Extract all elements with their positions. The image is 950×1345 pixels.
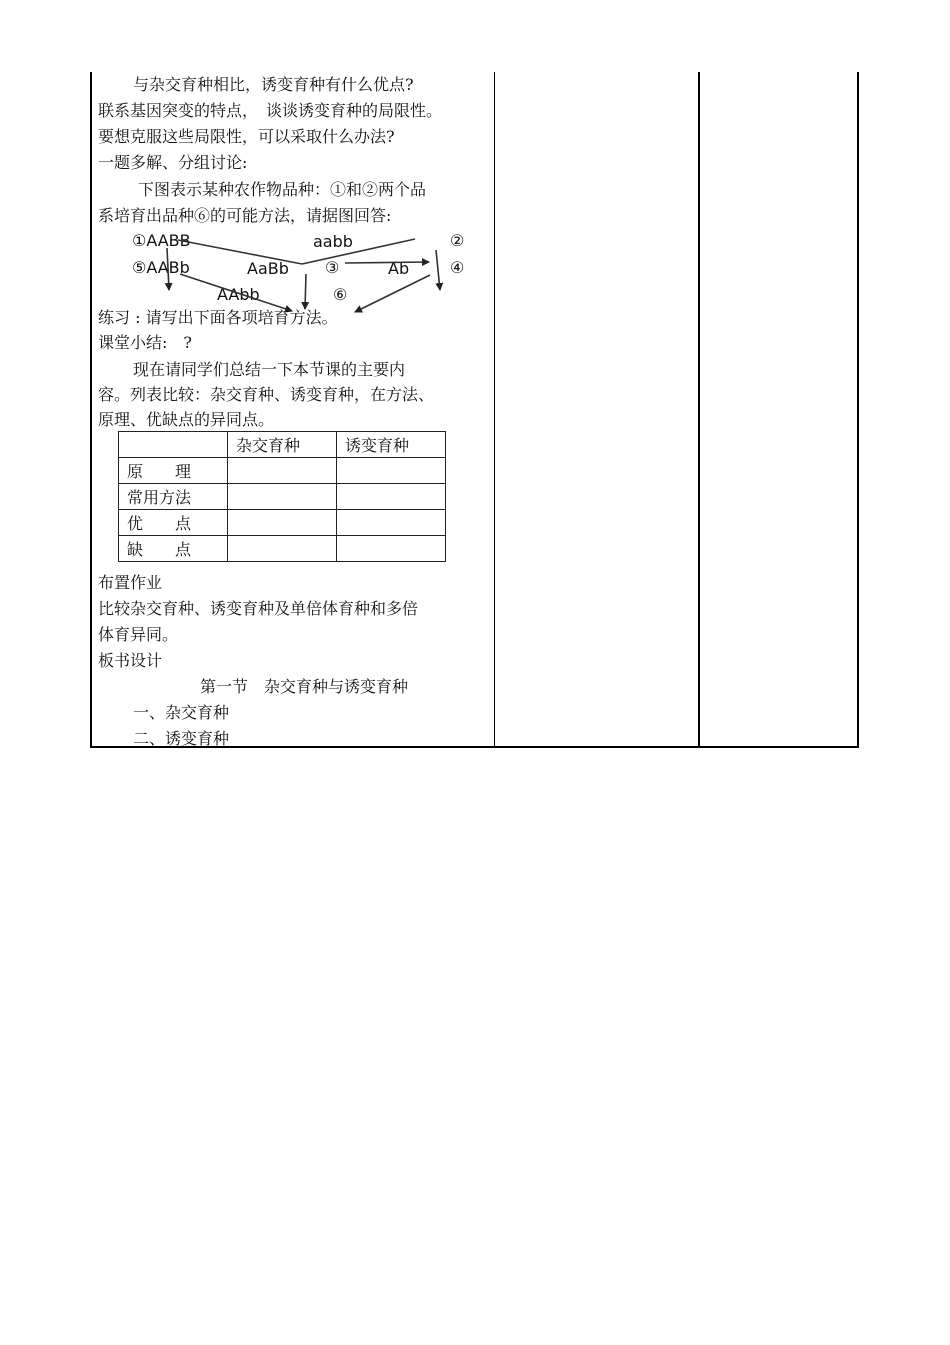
table-cell: [337, 458, 446, 484]
label-node-1: ①AABB: [132, 231, 191, 250]
row-label-disadvantage: 缺 点: [119, 536, 228, 562]
label-Ab: Ab: [388, 259, 410, 278]
arrow-AaBb-to-6: [305, 274, 306, 309]
table-cell: [337, 484, 446, 510]
homework-heading: 布置作业: [98, 573, 163, 592]
arrow-2-to-4: [436, 250, 440, 290]
arrow-4-to-6: [355, 275, 430, 312]
row-label-advantage: 优 点: [119, 510, 228, 536]
label-node-3: ③: [325, 258, 340, 277]
summary-text-3: 原理、优缺点的异同点。: [98, 410, 275, 429]
board-item-hybrid: 一、杂交育种: [133, 703, 230, 722]
homework-text-2: 体育异同。: [98, 625, 179, 644]
breeding-diagram: [0, 0, 950, 345]
arrow-1-to-5: [167, 248, 169, 290]
problem-text-2: 系培育出品种⑥的可能方法，请据图回答:: [98, 206, 392, 225]
table-cell: [337, 510, 446, 536]
table-row: [119, 484, 446, 510]
question-overcome: 要想克服这些局限性，可以采取什么办法?: [98, 127, 395, 146]
table-cell: [228, 536, 337, 562]
table-header-cell: 诱变育种: [337, 432, 446, 458]
practice-text: 练习 : 请写出下面各项培育方法。: [98, 308, 338, 327]
summary-text-1: 现在请同学们总结一下本节课的主要内: [133, 360, 406, 379]
table-cell: [228, 510, 337, 536]
summary-text-2: 容。列表比较：杂交育种、诱变育种，在方法、: [98, 385, 435, 404]
board-section-title: 第一节 杂交育种与诱变育种: [200, 677, 409, 696]
homework-text-1: 比较杂交育种、诱变育种及单倍体育种和多倍: [98, 599, 419, 618]
table-cell: [228, 484, 337, 510]
label-node-2: ②: [450, 231, 465, 250]
table-cell: [228, 458, 337, 484]
arrow-5-to-6: [180, 274, 292, 311]
cross-line-right: [302, 239, 415, 264]
label-node-5: ⑤AABb: [132, 258, 190, 277]
table-header-cell: [119, 432, 228, 458]
table-row: [119, 458, 446, 484]
table-row: [119, 510, 446, 536]
board-design-heading: 板书设计: [98, 651, 163, 670]
arrow-3-to-Ab: [345, 262, 429, 263]
row-label-principle: 原 理: [119, 458, 228, 484]
table-header-row: [119, 432, 446, 458]
label-aabb: aabb: [313, 232, 353, 251]
row-label-method: 常用方法: [119, 484, 228, 510]
problem-text-1: 下图表示某种农作物品种：①和②两个品: [138, 180, 427, 199]
label-AAbb: AAbb: [217, 285, 260, 304]
cross-line-left: [178, 240, 302, 264]
board-item-mutation: 二、诱变育种: [133, 729, 230, 748]
label-node-6: ⑥: [333, 285, 348, 304]
table-row: [119, 536, 446, 562]
table-header-cell: 杂交育种: [228, 432, 337, 458]
comparison-table: [118, 431, 446, 562]
discussion-heading: 一题多解、分组讨论:: [98, 153, 248, 172]
question-limitation: 联系基因突变的特点， 谈谈诱变育种的局限性。: [98, 101, 443, 120]
label-AaBb: AaBb: [247, 259, 289, 278]
question-advantage: 与杂交育种相比，诱变育种有什么优点?: [133, 75, 414, 94]
label-node-4: ④: [450, 258, 465, 277]
summary-heading: 课堂小结: ?: [98, 333, 192, 352]
table-cell: [337, 536, 446, 562]
